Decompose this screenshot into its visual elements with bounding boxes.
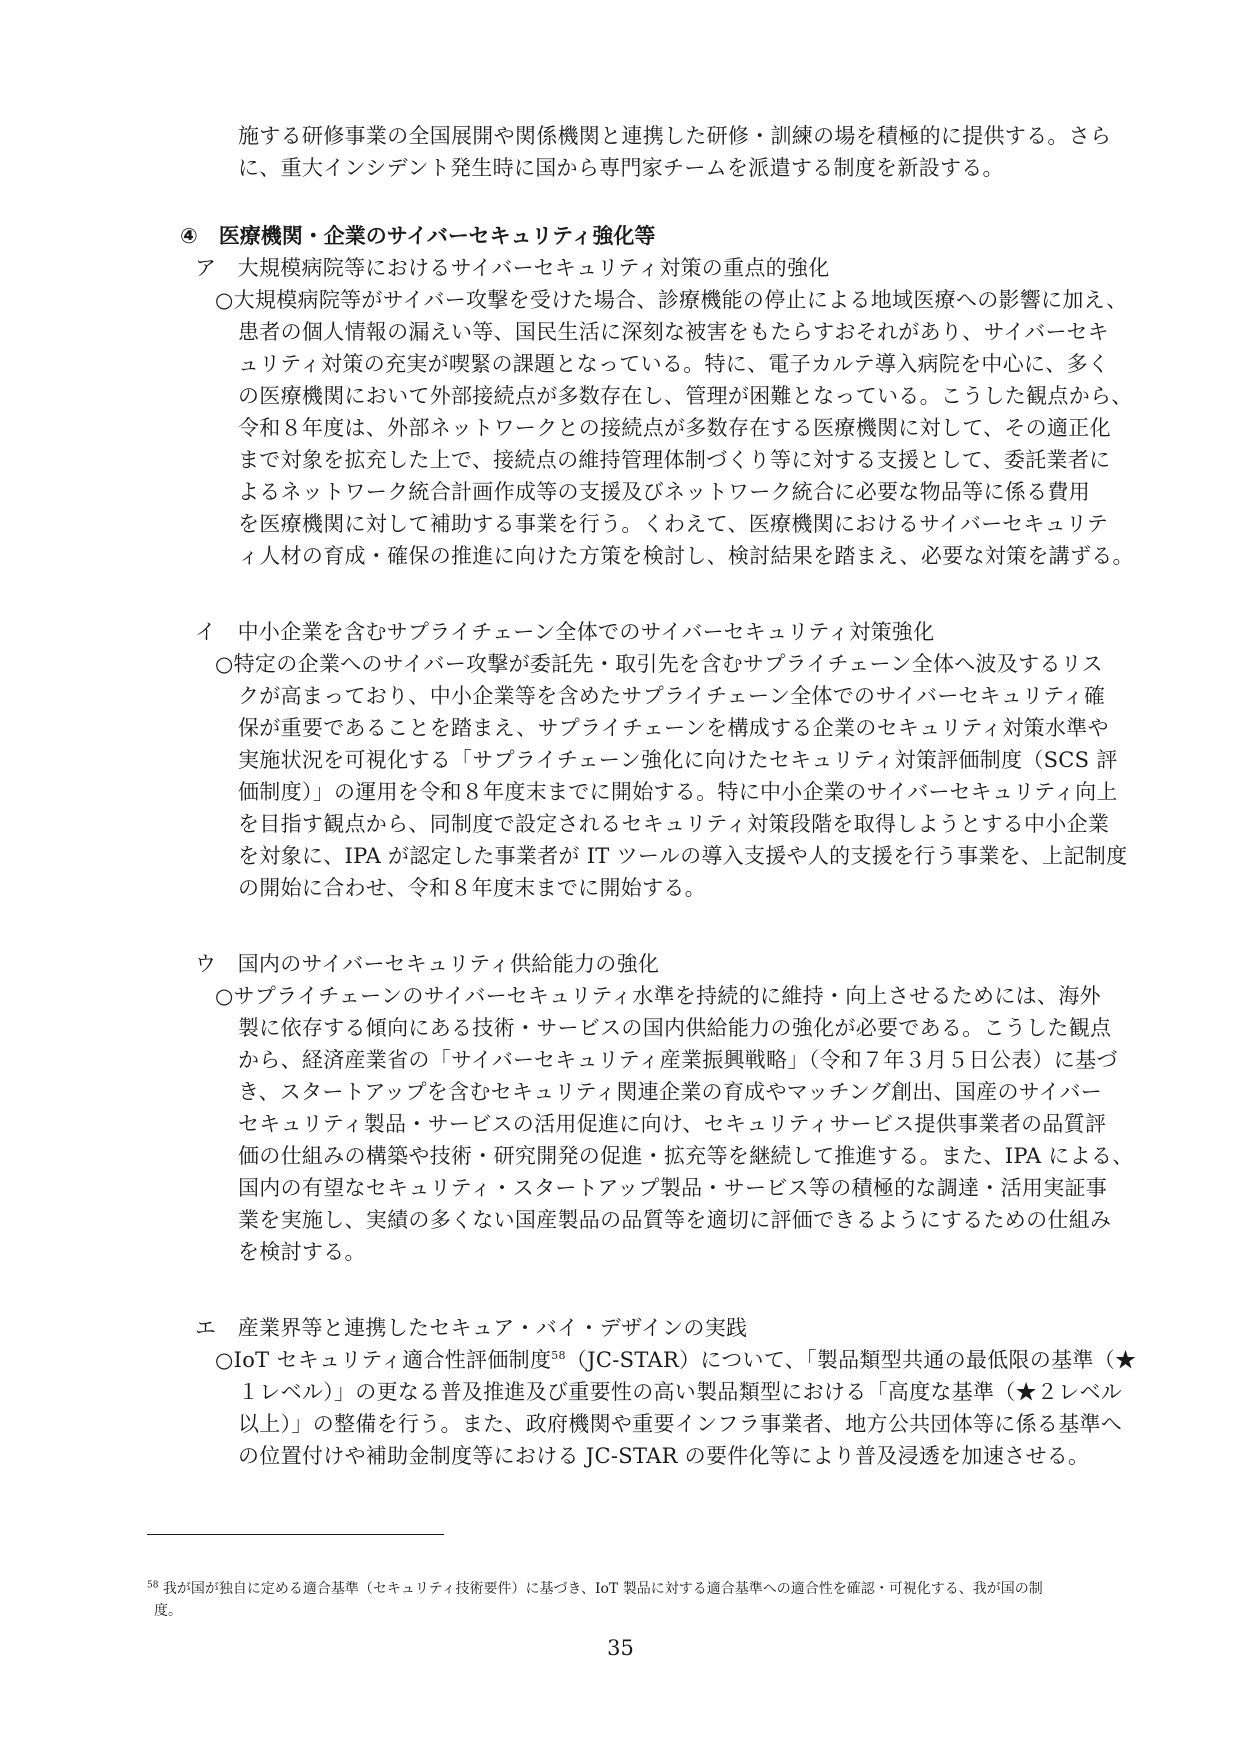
paragraph-i-line: 実施状況を可視化する「サプライチェーン強化に向けたセキュリティ対策評価制度（SCS 評 xyxy=(238,748,1118,772)
paragraph-i-line: を対象に、IPA が認定した事業者が IT ツールの導入支援や人的支援を行う事業を、上記制度 xyxy=(238,844,1128,868)
footnote-divider xyxy=(147,1534,444,1535)
paragraph-e-line xyxy=(215,1344,1136,1376)
paragraph-u-line: 国内の有望なセキュリティ・スタートアップ製品・サービス等の積極的な調達・活用実証事 xyxy=(238,1176,1108,1200)
paragraph-e-line: の位置付けや補助金制度等における JC-STAR の要件化等により普及浸透を加速させる。 xyxy=(238,1444,1090,1468)
page-number: 35 xyxy=(607,1636,634,1660)
paragraph-u-line: セキュリティ製品・サービスの活用促進に向け、セキュリティサービス提供事業者の品質評 xyxy=(238,1112,1107,1136)
paragraph-u-line: から、経済産業省の「サイバーセキュリティ産業振興戦略」（令和７年３月５日公表）に基づ xyxy=(238,1048,1118,1072)
paragraph-u-line: 業を実施し、実績の多くない国産製品の品質等を適切に評価できるようにするための仕組み xyxy=(238,1208,1112,1232)
footnote-number: 58 xyxy=(147,1580,159,1591)
paragraph-i-line: を目指す観点から、同制度で設定されるセキュリティ対策段階を取得しようとする中小企業 xyxy=(238,812,1110,836)
paragraph-i-line: クが高まっており、中小企業等を含めたサプライチェーン全体でのサイバーセキュリティ確 xyxy=(238,684,1106,708)
paragraph-u-line: 価の仕組みの構築や技術・研究開発の促進・拡充等を継続して推進する。また、IPA による、 xyxy=(238,1144,1134,1168)
paragraph-e-text: （JC-STAR）について、「製品類型共通の最低限の基準（★ xyxy=(565,1348,1137,1372)
paragraph-a-line: ○大規模病院等がサイバー攻撃を受けた場合、診療機能の停止による地域医療への影響に加え、 xyxy=(215,288,1128,312)
subsection-a-label: ア 大規模病院等におけるサイバーセキュリティ対策の重点的強化 xyxy=(195,256,830,280)
paragraph-e-line: 以上）」の整備を行う。また、政府機関や重要インフラ事業者、地方公共団体等に係る基準へ xyxy=(238,1412,1123,1436)
paragraph-a-line: ィ人材の育成・確保の推進に向けた方策を検討し、検討結果を踏まえ、必要な対策を講ずる。 xyxy=(238,544,1134,568)
footnote-line-2: 度。 xyxy=(154,1603,182,1619)
section-heading: ④ 医療機関・企業のサイバーセキュリティ強化等 xyxy=(180,224,656,248)
paragraph-a-line: ュリティ対策の充実が喫緊の課題となっている。特に、電子カルテ導入病院を中心に、多く xyxy=(238,352,1110,376)
footnote-line-1 xyxy=(147,1578,1043,1600)
paragraph-i-line: の開始に合わせ、令和８年度末までに開始する。 xyxy=(238,876,706,900)
paragraph-a-line: まで対象を拡充した上で、接続点の維持管理体制づくり等に対する支援として、委託業者に xyxy=(238,448,1111,472)
paragraph-e-text: ○IoT セキュリティ適合性評価制度 xyxy=(215,1348,552,1372)
paragraph-i-line: 保が重要であることを踏まえ、サプライチェーンを構成する企業のセキュリティ対策水準や xyxy=(238,716,1109,740)
subsection-i-label: イ 中小企業を含むサプライチェーン全体でのサイバーセキュリティ対策強化 xyxy=(195,620,935,644)
paragraph-u-line: を検討する。 xyxy=(238,1240,366,1264)
paragraph-a-line: 令和８年度は、外部ネットワークとの接続点が多数存在する医療機関に対して、その適正化 xyxy=(238,416,1111,440)
footnote-ref[interactable]: 58 xyxy=(551,1349,566,1362)
paragraph-a-line: を医療機関に対して補助する事業を行う。くわえて、医療機関におけるサイバーセキュリテ xyxy=(238,512,1109,536)
footnote-text: 我が国が独自に定める適合基準（セキュリティ技術要件）に基づき、IoT 製品に対する適合基準への適合性を確認・可視化する、我が国の制 xyxy=(162,1581,1043,1597)
paragraph-a-line: 患者の個人情報の漏えい等、国民生活に深刻な被害をもたらすおそれがあり、サイバーセキ xyxy=(238,320,1109,344)
paragraph-e-line: １レベル）」の更なる普及推進及び重要性の高い製品類型における「高度な基準（★２レベル xyxy=(238,1380,1123,1404)
subsection-u-label: ウ 国内のサイバーセキュリティ供給能力の強化 xyxy=(195,952,660,976)
paragraph-u-line: 製に依存する傾向にある技術・サービスの国内供給能力の強化が必要である。こうした観点 xyxy=(238,1016,1112,1040)
intro-line-2: に、重大インシデント発生時に国から専門家チームを派遣する制度を新設する。 xyxy=(238,156,1004,180)
paragraph-a-line: よるネットワーク統合計画作成等の支援及びネットワーク統合に必要な物品等に係る費用 xyxy=(238,480,1090,504)
paragraph-i-line: 価制度）」の運用を令和８年度末までに開始する。特に中小企業のサイバーセキュリティ向上 xyxy=(238,780,1118,804)
intro-line-1: 施する研修事業の全国展開や関係機関と連携した研修・訓練の場を積極的に提供する。さら xyxy=(238,124,1112,148)
paragraph-u-line: ○サプライチェーンのサイバーセキュリティ水準を持続的に維持・向上させるためには、海外 xyxy=(215,984,1101,1008)
paragraph-a-line: の医療機関において外部接続点が多数存在し、管理が困難となっている。こうした観点から、 xyxy=(238,384,1133,408)
paragraph-i-line: ○特定の企業へのサイバー攻撃が委託先・取引先を含むサプライチェーン全体へ波及するリス xyxy=(215,652,1103,676)
subsection-e-label: エ 産業界等と連携したセキュア・バイ・デザインの実践 xyxy=(195,1316,748,1340)
paragraph-u-line: き、スタートアップを含むセキュリティ関連企業の育成やマッチング創出、国産のサイバー xyxy=(238,1080,1103,1104)
